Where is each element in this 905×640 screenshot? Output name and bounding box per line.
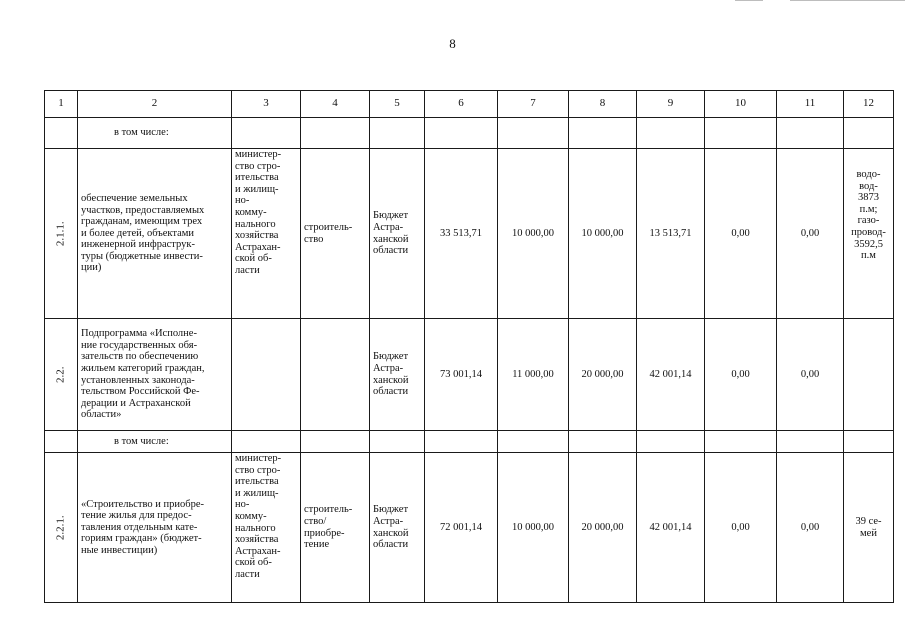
empty-cell [569,118,637,149]
column-header: 10 [705,91,777,118]
column-header: 4 [301,91,370,118]
direction: строитель- ство/ приобре- тение [301,453,370,603]
table-row [45,149,894,319]
executor: министер- ство стро- ительства и жилищ- но- комму- нального хозяйства Астрахан- ской об- ласти [232,453,301,603]
column-header: 8 [569,91,637,118]
amount-year-3: 13 513,71 [637,149,705,319]
amount-year-3: 42 001,14 [637,453,705,603]
item-name: обеспечение земельных участков, предоставляемых гражданам, имеющим трех и более детей, объектами инженерной инфраструк- туры (бюджетные инвести- ции) [78,149,232,319]
empty-cell [45,118,78,149]
empty-cell [498,431,569,453]
direction [301,319,370,431]
header-row [45,91,894,118]
empty-cell [232,118,301,149]
subheader-text: в том числе: [78,118,232,149]
empty-cell [232,431,301,453]
amount-year-1: 11 000,00 [498,319,569,431]
column-header: 2 [78,91,232,118]
amount-year-5: 0,00 [777,319,844,431]
empty-cell [705,118,777,149]
row-number: 2.1.1. [54,221,67,246]
empty-cell [301,118,370,149]
row-number-cell [45,453,78,603]
empty-cell [777,431,844,453]
row-number: 2.2.1. [54,515,67,540]
table-row [45,319,894,431]
item-name: Подпрограмма «Исполне- ние государственных обя- зательств по обеспечению жильем категорий граждан, установленных законода- тельством Российской Фе- дерации и Астраханской области» [78,319,232,431]
column-header: 6 [425,91,498,118]
empty-cell [425,118,498,149]
result: 39 се- мей [844,453,894,603]
empty-cell [301,431,370,453]
scan-mark [790,0,905,1]
amount-year-2: 20 000,00 [569,453,637,603]
amount-total: 73 001,14 [425,319,498,431]
empty-cell [370,431,425,453]
empty-cell [498,118,569,149]
empty-cell [637,118,705,149]
result: водо- вод- 3873 п.м; газо- провод- 3592,5 п.м [844,149,894,319]
column-header: 3 [232,91,301,118]
executor [232,319,301,431]
column-header: 5 [370,91,425,118]
empty-cell [705,431,777,453]
amount-year-1: 10 000,00 [498,453,569,603]
result [844,319,894,431]
column-header: 12 [844,91,894,118]
empty-cell [569,431,637,453]
amount-year-2: 10 000,00 [569,149,637,319]
amount-total: 72 001,14 [425,453,498,603]
amount-year-5: 0,00 [777,453,844,603]
column-header: 9 [637,91,705,118]
row-number-cell [45,319,78,431]
amount-year-4: 0,00 [705,149,777,319]
funding-source: Бюджет Астра- ханской области [370,453,425,603]
amount-year-4: 0,00 [705,319,777,431]
funding-source: Бюджет Астра- ханской области [370,319,425,431]
empty-cell [777,118,844,149]
subheader-text: в том числе: [78,431,232,453]
amount-year-1: 10 000,00 [498,149,569,319]
item-name: «Строительство и приобре- тение жилья для предос- тавления отдельным кате- гориям граждан» (бюджет- ные инвестиции) [78,453,232,603]
subheader-row [45,431,894,453]
empty-cell [370,118,425,149]
column-header: 11 [777,91,844,118]
direction: строитель- ство [301,149,370,319]
amount-year-5: 0,00 [777,149,844,319]
empty-cell [844,431,894,453]
row-number: 2.2. [54,366,67,383]
subheader-row [45,118,894,149]
empty-cell [45,431,78,453]
amount-year-4: 0,00 [705,453,777,603]
table-row [45,453,894,603]
funding-source: Бюджет Астра- ханской области [370,149,425,319]
amount-year-3: 42 001,14 [637,319,705,431]
amount-total: 33 513,71 [425,149,498,319]
empty-cell [637,431,705,453]
page-number: 8 [449,36,456,51]
program-table [44,90,894,603]
empty-cell [425,431,498,453]
column-header: 7 [498,91,569,118]
amount-year-2: 20 000,00 [569,319,637,431]
executor: министер- ство стро- ительства и жилищ- но- комму- нального хозяйства Астрахан- ской об- ласти [232,149,301,319]
empty-cell [844,118,894,149]
scan-mark [735,0,763,1]
column-header: 1 [45,91,78,118]
row-number-cell [45,149,78,319]
